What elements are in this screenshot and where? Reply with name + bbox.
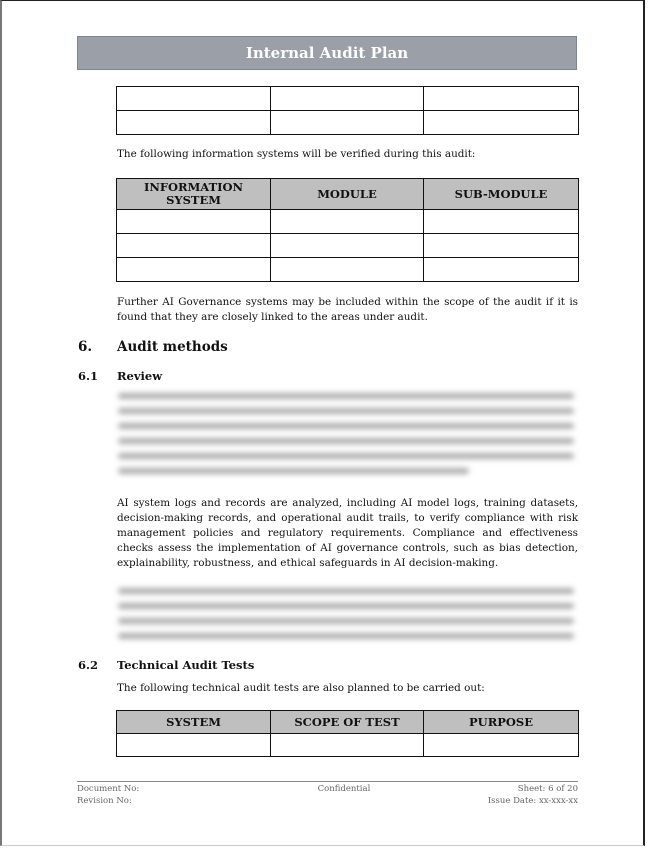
- continued-table: [116, 86, 579, 135]
- table-cell[interactable]: [117, 111, 271, 135]
- column-header-information-system: INFORMATION SYSTEM: [117, 179, 271, 210]
- table-cell[interactable]: [424, 234, 579, 258]
- section-6-2-title: Technical Audit Tests: [117, 658, 255, 672]
- column-header-purpose: PURPOSE: [424, 711, 579, 734]
- systems-intro-text: The following information systems will be verified during this audit:: [117, 148, 476, 160]
- section-6-title: Audit methods: [117, 339, 228, 355]
- technical-tests-intro: The following technical audit tests are also planned to be carried out:: [117, 682, 485, 694]
- table-cell[interactable]: [271, 210, 424, 234]
- table-cell[interactable]: [424, 734, 579, 757]
- footer-classification: Confidential: [317, 784, 371, 794]
- footer-revision-no: Revision No:: [77, 796, 132, 806]
- table-row: [117, 210, 579, 234]
- table-row: [117, 111, 579, 135]
- footer-divider: [77, 781, 578, 782]
- table-cell[interactable]: [271, 234, 424, 258]
- table-cell[interactable]: [117, 258, 271, 282]
- table-cell[interactable]: [271, 258, 424, 282]
- section-6-1-title: Review: [117, 369, 163, 383]
- footer-issue-date: Issue Date: xx-xxx-xx: [487, 796, 578, 806]
- table-cell[interactable]: [424, 258, 579, 282]
- table-cell[interactable]: [117, 734, 271, 757]
- table-cell[interactable]: [271, 87, 424, 111]
- table-cell[interactable]: [424, 111, 579, 135]
- section-6-number: 6.: [78, 339, 93, 355]
- further-systems-note: Further AI Governance systems may be included within the scope of the audit if it is found that they are closely linked to the areas under audit.: [117, 296, 578, 323]
- section-6-2-number: 6.2: [78, 658, 99, 672]
- table-row: [117, 258, 579, 282]
- table-cell[interactable]: [117, 210, 271, 234]
- table-cell[interactable]: [424, 210, 579, 234]
- column-header-module: MODULE: [271, 179, 424, 210]
- redacted-paragraph: [112, 580, 580, 648]
- table-cell[interactable]: [424, 87, 579, 111]
- footer-sheet-number: Sheet: 6 of 20: [517, 784, 578, 794]
- footer-document-no: Document No:: [77, 784, 140, 794]
- column-header-system: SYSTEM: [117, 711, 271, 734]
- document-title-banner: Internal Audit Plan: [77, 36, 577, 70]
- column-header-scope-of-test: SCOPE OF TEST: [271, 711, 424, 734]
- table-row: [117, 734, 579, 757]
- review-paragraph: AI system logs and records are analyzed, including AI model logs, training datasets, decision-making records, and operational audit trails, to verify compliance with risk management policies and regulatory requirements. Compliance and effectiveness checks assess the implementation of AI governance controls, such as bias detection, explainability, robustness, and ethical safeguards in AI decision-making.: [117, 497, 578, 569]
- technical-tests-table: [116, 710, 579, 757]
- table-header-row: [117, 179, 579, 210]
- column-header-sub-module: SUB-MODULE: [424, 179, 579, 210]
- table-cell[interactable]: [117, 234, 271, 258]
- section-6-1-number: 6.1: [78, 369, 99, 383]
- table-row: [117, 234, 579, 258]
- table-cell[interactable]: [271, 111, 424, 135]
- table-cell[interactable]: [117, 87, 271, 111]
- table-row: [117, 87, 579, 111]
- information-systems-table: [116, 178, 579, 282]
- table-cell[interactable]: [271, 734, 424, 757]
- redacted-paragraph: [112, 385, 580, 483]
- table-header-row: [117, 711, 579, 734]
